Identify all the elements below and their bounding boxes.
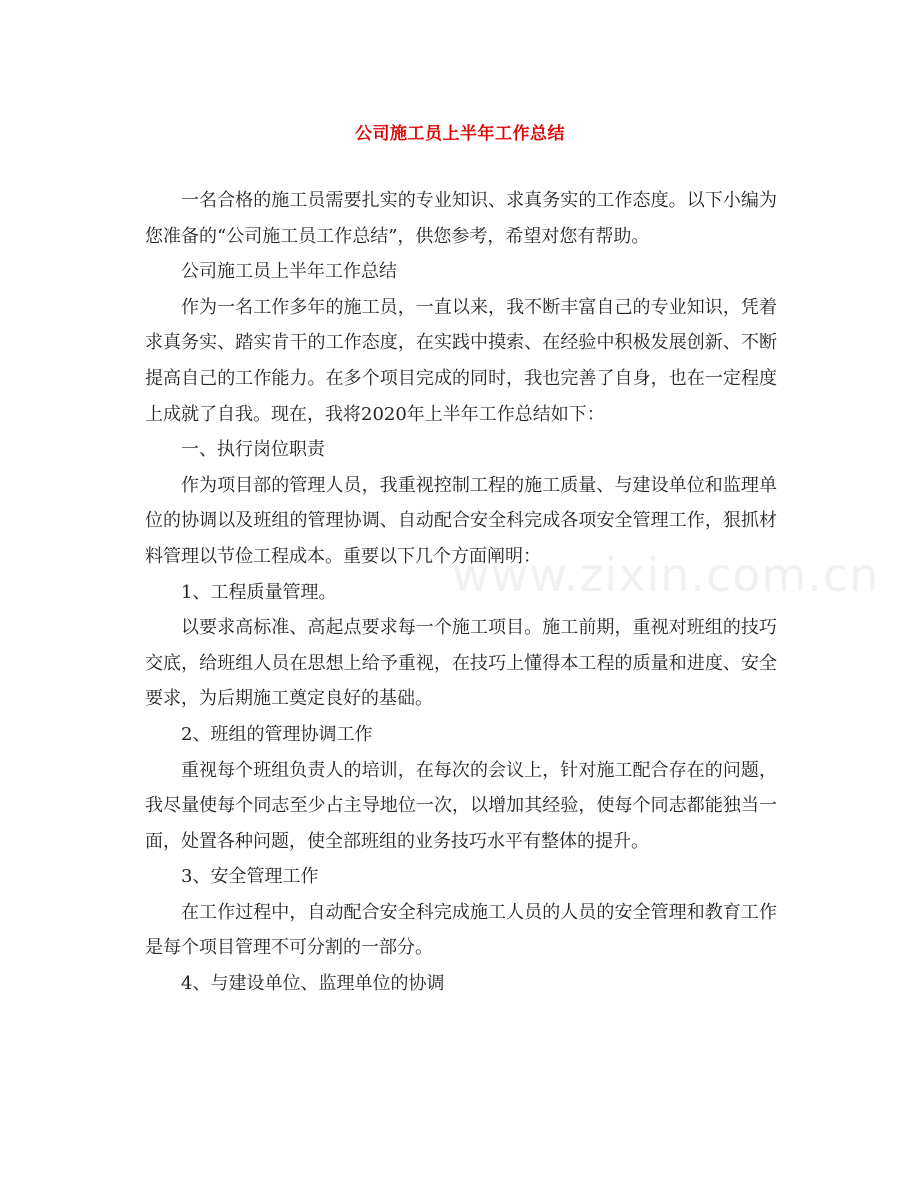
subheading-team: 2、班组的管理协调工作 bbox=[181, 723, 373, 745]
section-heading-1: 一、执行岗位职责 bbox=[181, 439, 325, 461]
paragraph-duties: 作为项目部的管理人员，我重视控制工程的施工质量、与建设单位和监理单位的协调以及班组的管理协调、自动配合安全科完成各项安全管理工作，狠抓材料管理以节俭工程成本。重要以下几个方面阐明： bbox=[145, 474, 777, 567]
paragraph-quality: 以要求高标准、高起点要求每一个施工项目。施工前期，重视对班组的技巧交底，给班组人员在思想上给予重视，在技巧上懂得本工程的质量和进度、安全要求，为后期施工奠定良好的基础。 bbox=[145, 617, 777, 710]
paragraph-subtitle: 公司施工员上半年工作总结 bbox=[181, 261, 397, 283]
subheading-quality: 1、工程质量管理。 bbox=[181, 581, 337, 603]
document-body bbox=[145, 183, 777, 1002]
document-title: 公司施工员上半年工作总结 bbox=[355, 124, 565, 144]
paragraph-overview: 作为一名工作多年的施工员，一直以来，我不断丰富自己的专业知识，凭着求真务实、踏实肯干的工作态度，在实践中摸索、在经验中积极发展创新、不断提高自己的工作能力。在多个项目完成的同时，我也完善了自身，也在一定程度上成就了自我。现在，我将2020年上半年工作总结如下： bbox=[145, 296, 777, 425]
subheading-coordination: 4、与建设单位、监理单位的协调 bbox=[181, 973, 445, 995]
paragraph-team: 重视每个班组负责人的培训，在每次的会议上，针对施工配合存在的问题，我尽量使每个同志至少占主导地位一次，以增加其经验，使每个同志都能独当一面，处置各种问题，使全部班组的业务技巧水平有整体的提升。 bbox=[145, 759, 777, 852]
watermark: www.zixin.com.cn bbox=[452, 548, 880, 602]
paragraph-safety: 在工作过程中，自动配合安全科完成施工人员的人员的安全管理和教育工作是每个项目管理不可分割的一部分。 bbox=[145, 901, 777, 959]
subheading-safety: 3、安全管理工作 bbox=[181, 866, 319, 888]
paragraph-intro: 一名合格的施工员需要扎实的专业知识、求真务实的工作态度。以下小编为您准备的“公司施工员工作总结”，供您参考，希望对您有帮助。 bbox=[145, 190, 777, 247]
